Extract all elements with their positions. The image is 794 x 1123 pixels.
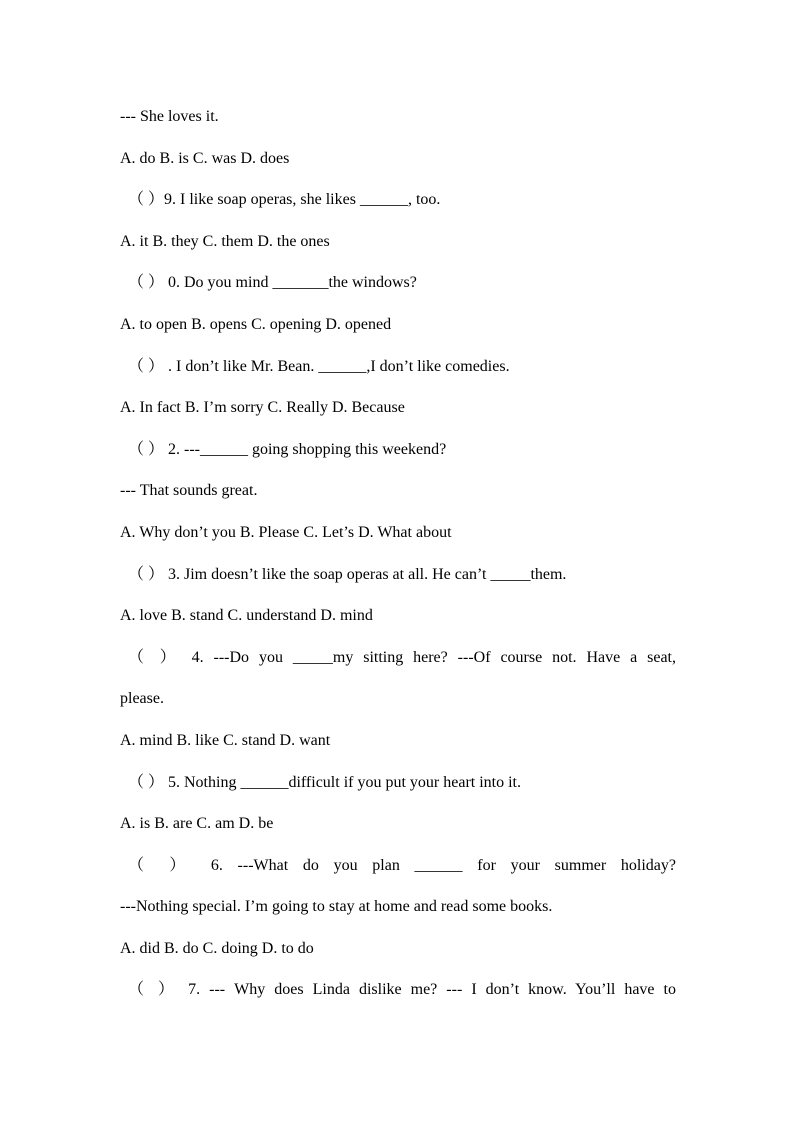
question-17: （ ） 7. --- Why does Linda dislike me? --- I don’t know. You’ll have to — [128, 981, 676, 999]
answer-line-8: --- She loves it. — [120, 108, 219, 125]
question-14: （ ） 4. ---Do you _____my sitting here? ---Of course not. Have a seat, — [128, 648, 676, 666]
options-question-8: A. do B. is C. was D. does — [120, 149, 290, 167]
question-10: （ ） 0. Do you mind _______the windows? — [128, 274, 417, 292]
question-16: （ ） 6. ---What do you plan ______ for your summer holiday? — [128, 856, 676, 874]
question-15: （ ） 5. Nothing ______difficult if you put your heart into it. — [128, 773, 522, 791]
options-question-16: A. did B. do C. doing D. to do — [120, 939, 314, 957]
question-11: （ ） . I don’t like Mr. Bean. ______,I don’t like comedies. — [128, 357, 510, 375]
options-question-9: A. it B. they C. them D. the ones — [120, 232, 330, 250]
options-question-10: A. to open B. opens C. opening D. opened — [120, 315, 392, 333]
question-9: （ ）9. I like soap operas, she likes ______, too. — [128, 191, 441, 209]
options-question-15: A. is B. are C. am D. be — [120, 815, 274, 833]
question-13: （ ） 3. Jim doesn’t like the soap operas at all. He can’t _____them. — [128, 565, 567, 583]
options-question-14: A. mind B. like C. stand D. want — [120, 731, 331, 749]
worksheet-content — [120, 104, 676, 1019]
answer-line-16: ---Nothing special. I’m going to stay at home and read some books. — [120, 898, 553, 916]
options-question-11: A. In fact B. I’m sorry C. Really D. Because — [120, 399, 405, 417]
question-14-continued: please. — [120, 690, 164, 708]
question-12: （ ） 2. ---______ going shopping this weekend? — [128, 440, 447, 458]
answer-line-12: --- That sounds great. — [120, 482, 258, 500]
options-question-13: A. love B. stand C. understand D. mind — [120, 607, 373, 625]
options-question-12: A. Why don’t you B. Please C. Let’s D. What about — [120, 523, 452, 541]
